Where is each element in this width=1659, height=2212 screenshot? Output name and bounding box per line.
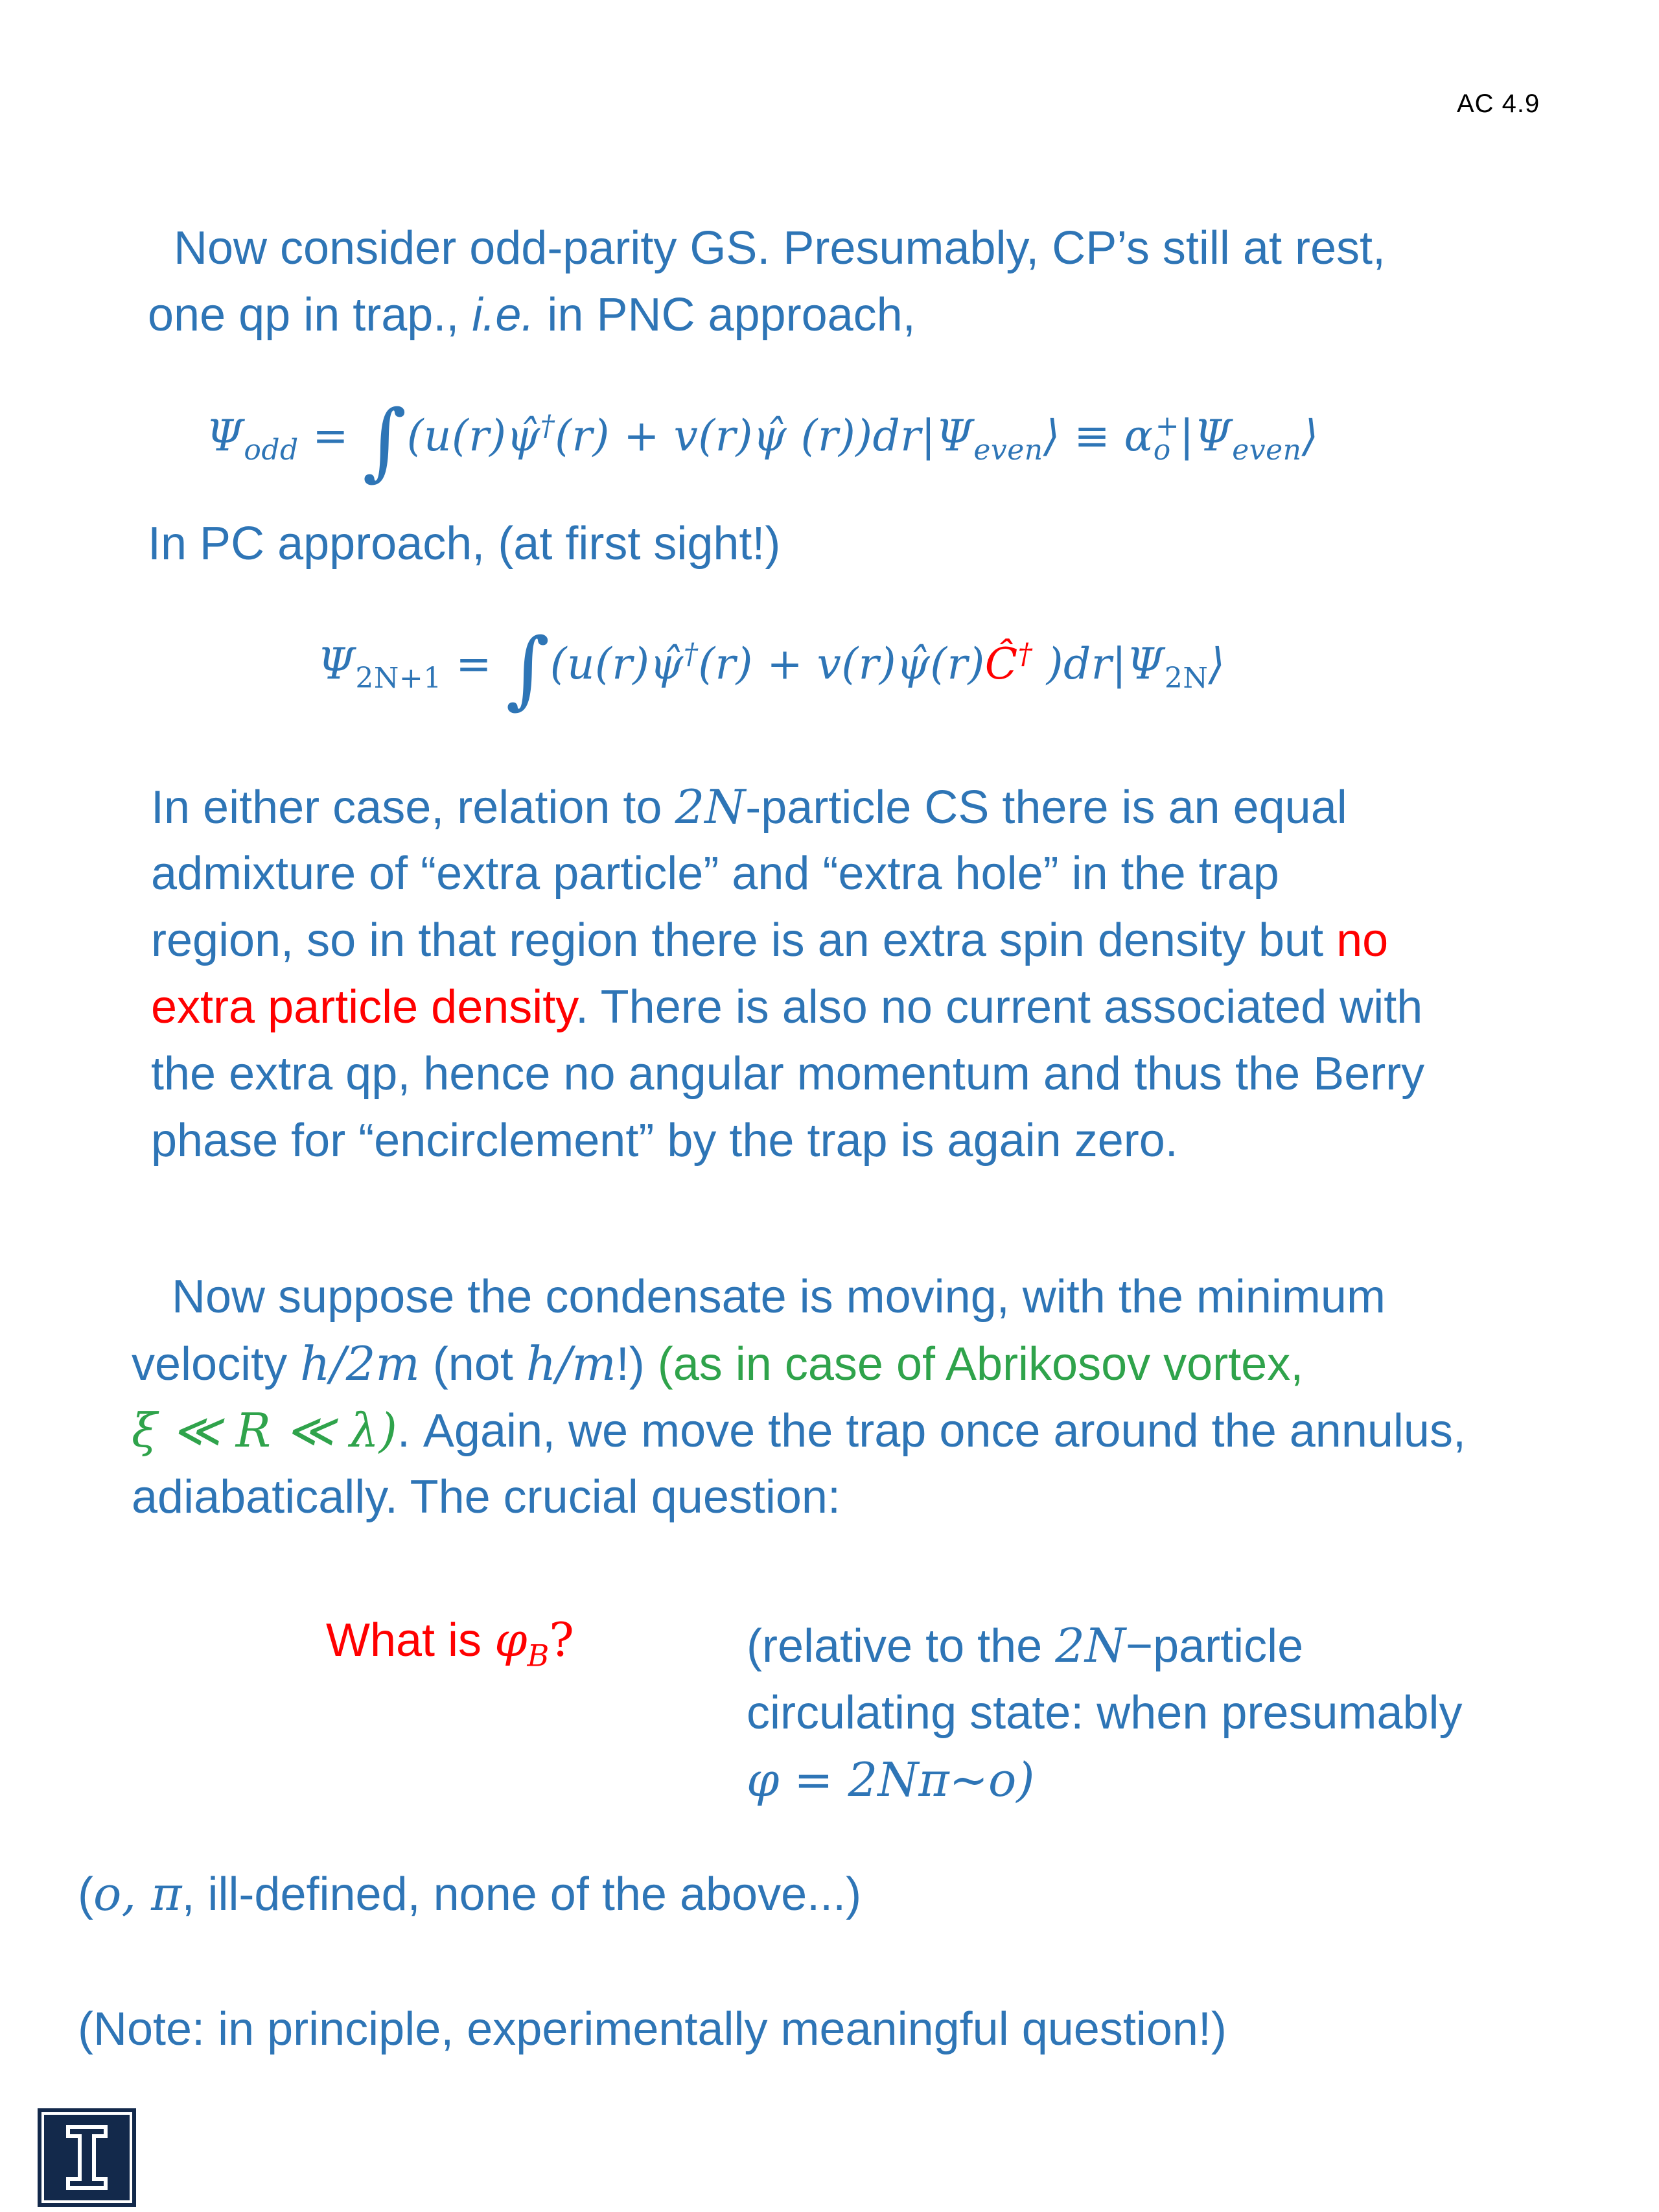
para3-line1-a: In either case, relation to	[151, 782, 675, 833]
relative-note	[747, 1612, 1463, 1813]
eq2-psi: Ψ	[318, 639, 356, 689]
para4-line2-math1: h/2m	[300, 1336, 420, 1391]
eq1-body: (u(r)ψ̂	[406, 411, 540, 461]
relative-line2: circulating state: when presumably	[747, 1687, 1463, 1739]
para4-line2-a: velocity	[132, 1338, 301, 1390]
note: (Note: in principle, experimentally meaningful question!)	[78, 2003, 1227, 2055]
para4-line3-b: . Again, we move the trap once around the annulus,	[397, 1405, 1466, 1457]
para4-line2-b: (not	[419, 1338, 526, 1390]
question-phi-sub: B	[527, 1638, 550, 1673]
eq1-ket-close: ⟩ ≡ α	[1043, 411, 1154, 461]
para3-line1-b: -particle CS there is an equal	[745, 782, 1347, 833]
eq1-even-sub2: even	[1232, 434, 1302, 467]
para4-line2	[132, 1331, 1303, 1398]
para4-line2-math2: h/m	[526, 1336, 616, 1391]
eq1-dagger: †	[540, 410, 555, 443]
eq1-odd-sub: odd	[244, 434, 299, 467]
slide-number: AC 4.9	[1457, 89, 1540, 118]
eq2-close: ⟩	[1208, 639, 1225, 689]
eq1-body2: (r) + v(r)ψ̂ (r))dr|Ψ	[555, 411, 974, 461]
para4-line3	[132, 1397, 1466, 1465]
question-what-is-phi-b	[326, 1612, 574, 1673]
equation-odd-parity	[206, 391, 1319, 490]
para3-line4	[151, 974, 1422, 1041]
relative-line1-b: −particle	[1126, 1620, 1304, 1672]
eq1-even-sub: even	[973, 434, 1043, 467]
university-logo	[38, 2108, 136, 2207]
eq2-c-hat: Ĉ	[984, 639, 1018, 689]
eq2-body3: )dr|Ψ	[1032, 639, 1165, 689]
para4-line2-green: (as in case of Abrikosov vortex,	[657, 1338, 1304, 1390]
eq2-body2: (r) + v(r)ψ̂(r)	[698, 639, 985, 689]
eq1-alpha-sub: o	[1153, 434, 1171, 467]
para3-line1	[151, 774, 1347, 841]
para3-line2: admixture of “extra particle” and “extra hole” in the trap	[151, 848, 1279, 900]
relative-line1-math: 2N	[1055, 1618, 1126, 1673]
para3-line6: phase for “encirclement” by the trap is again zero.	[151, 1115, 1178, 1167]
block-i-icon	[38, 2108, 136, 2207]
para4-line3-green-math: ξ ≪ R ≪ λ)	[132, 1403, 397, 1458]
para4-line2-c: !)	[616, 1338, 658, 1390]
eq2-sub: 2N+1	[355, 662, 442, 695]
options-math: o, π	[93, 1867, 182, 1921]
eq2-dagger: †	[683, 638, 699, 671]
question-text: What is	[326, 1614, 495, 1666]
para4-line4: adiabatically. The crucial question:	[132, 1471, 841, 1523]
para1-line2-ie: i.e.	[472, 289, 535, 341]
eq2-body: (u(r)ψ̂	[550, 639, 684, 689]
relative-line3: φ = 2Nπ~o)	[747, 1752, 1035, 1807]
eq1-integral: ∫	[362, 391, 407, 490]
question-phi: φ	[494, 1612, 528, 1667]
eq1-equals: =	[298, 411, 363, 461]
eq1-psi2: |Ψ	[1179, 411, 1233, 461]
para1-line2-b: in PNC approach,	[534, 289, 916, 341]
para3-line5: the extra qp, hence no angular momentum and thus the Berry	[151, 1048, 1425, 1100]
eq1-psi: Ψ	[206, 411, 244, 461]
para2: In PC approach, (at first sight!)	[148, 518, 781, 570]
options-rest: , ill-defined, none of the above...)	[181, 1869, 862, 1920]
equation-pc-approach	[318, 620, 1225, 718]
para1-line1: Now consider odd-parity GS. Presumably, CP’s still at rest,	[174, 222, 1386, 274]
eq1-ket-close2: ⟩	[1301, 411, 1319, 461]
options-open: (	[78, 1869, 93, 1920]
relative-line1-a: (relative to the	[747, 1620, 1056, 1672]
eq1-alpha-sup: +	[1155, 410, 1180, 443]
para3-line1-math: 2N	[675, 780, 746, 834]
eq2-sub2: 2N	[1164, 662, 1209, 695]
para1-line2	[148, 282, 916, 349]
para3-line4-red: extra particle density	[151, 981, 575, 1033]
answer-options	[78, 1861, 861, 1928]
para4-line1: Now suppose the condensate is moving, with the minimum	[172, 1271, 1386, 1323]
para3-line3	[151, 907, 1388, 974]
eq2-c-dagger: †	[1017, 638, 1033, 671]
para3-line4-b: . There is also no current associated with	[575, 981, 1423, 1033]
para3-line3-a: region, so in that region there is an extra spin density but	[151, 914, 1337, 966]
eq2-equals: =	[441, 639, 506, 689]
relative-line1	[747, 1612, 1463, 1680]
eq2-integral: ∫	[505, 620, 550, 718]
para3-line3-red: no	[1336, 914, 1389, 966]
para1-line2-a: one qp in trap.,	[148, 289, 472, 341]
question-mark: ?	[549, 1612, 574, 1667]
